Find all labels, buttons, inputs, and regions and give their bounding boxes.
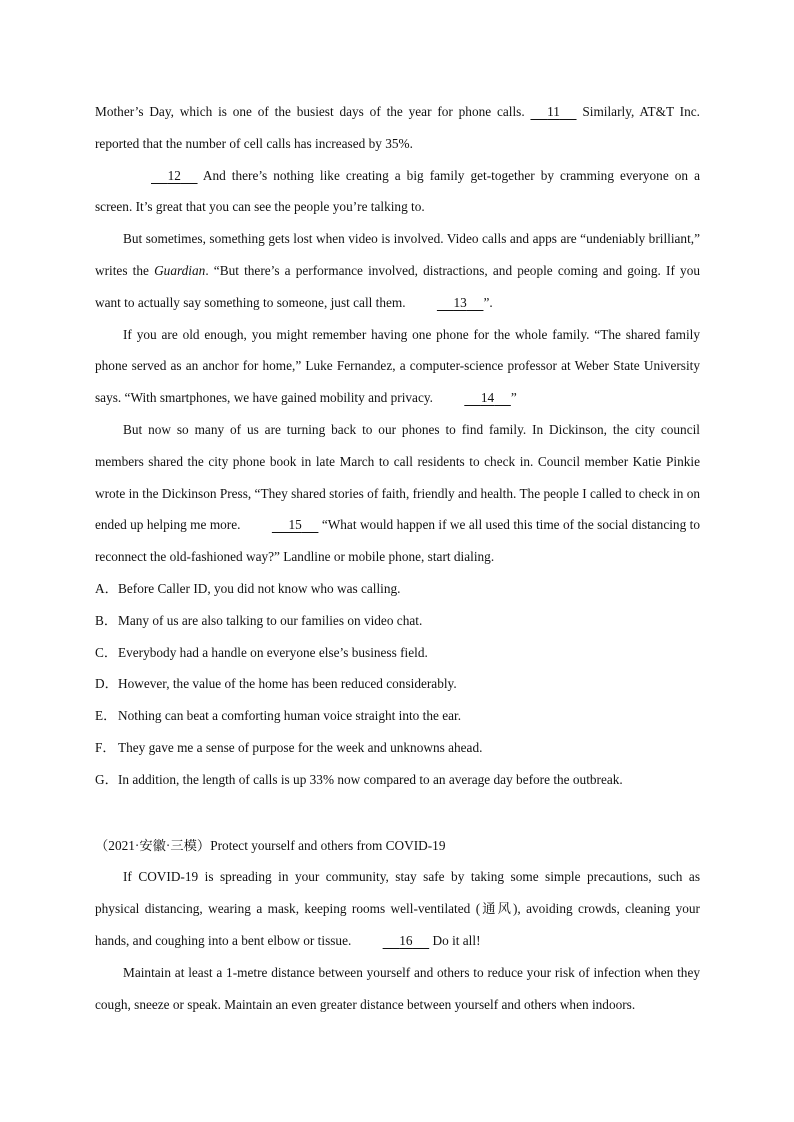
blank-16: 16	[399, 932, 413, 948]
blank-11: 11	[547, 104, 560, 119]
document-page	[95, 96, 700, 1020]
passage1-paragraph-3: But sometimes, something gets lost when video is involved. Video calls and apps are “undeniably brilliant,” writes the Guardian. “But there’s a performance involved, distractions, and people coming and going. If you want to actually say something to someone, just call them. 13 ”.	[95, 223, 700, 318]
passage2-paragraph-1: If COVID-19 is spreading in your community, stay safe by taking some simple precautions, such as physical distancing, wearing a mask, keeping rooms well-ventilated (通风), avoiding crowds, cleaning your hands, and coughing into a bent elbow or tissue. 16 Do it all!	[95, 861, 700, 956]
options-list	[95, 573, 700, 796]
passage2-heading	[95, 830, 700, 862]
guardian-italic: Guardian	[154, 262, 206, 278]
option-c: C．Everybody had a handle on everyone else’s business field.	[95, 644, 428, 660]
passage1-paragraph-1: Mother’s Day, which is one of the busiest days of the year for phone calls. 11 Similarly, AT&T Inc. reported that the number of cell calls has increased by 35%.	[95, 96, 700, 160]
passage1-paragraph-4: If you are old enough, you might remember having one phone for the whole family. “The shared family phone served as an anchor for home,” Luke Fernandez, a computer-science professor at Weber State University says. “With smartphones, we have gained mobility and privacy. 14 ”	[95, 319, 700, 414]
blank-13: 13	[453, 294, 467, 310]
option-f: F． They gave me a sense of purpose for the week and unknowns ahead.	[95, 739, 483, 755]
blank-12: 12	[167, 167, 181, 183]
passage2-source: （2021·安徽·三模）	[95, 837, 211, 853]
blank-15: 15	[288, 517, 302, 533]
passage2-title: Protect yourself and others from COVID-19	[210, 837, 446, 853]
option-b: B．Many of us are also talking to our families on video chat.	[95, 612, 423, 628]
section-gap	[95, 796, 700, 830]
blank-14: 14	[480, 390, 495, 406]
option-a: A．Before Caller ID, you did not know who was calling.	[95, 580, 401, 596]
passage1-paragraph-5: But now so many of us are turning back to our phones to find family. In Dickinson, the city council members shared the city phone book in late March to call residents to check in. Council member Katie Pinkie wrote in the Dickinson Press, “They shared stories of faith, friendly and health. The people I called to check in on ended up helping me more. 15 “What would happen if we all used this time of the social distancing to reconnect the old-fashioned way?” Landline or mobile phone, start dialing.	[95, 421, 700, 565]
passage1-paragraph-2: 12 And there’s nothing like creating a big family get-together by cramming everyone on a screen. It’s great that you can see the people you’re talking to.	[95, 160, 700, 224]
passage2-paragraph-2: Maintain at least a 1-metre distance between yourself and others to reduce your risk of infection when they cough, sneeze or speak. Maintain an even greater distance between yourself and others when indoors.	[95, 964, 700, 1012]
option-d: D．However, the value of the home has been reduced considerably.	[95, 676, 457, 692]
option-g: G．In addition, the length of calls is up 33% now compared to an average day before the outbreak.	[95, 771, 623, 787]
option-e: E． Nothing can beat a comforting human voice straight into the ear.	[95, 708, 462, 724]
